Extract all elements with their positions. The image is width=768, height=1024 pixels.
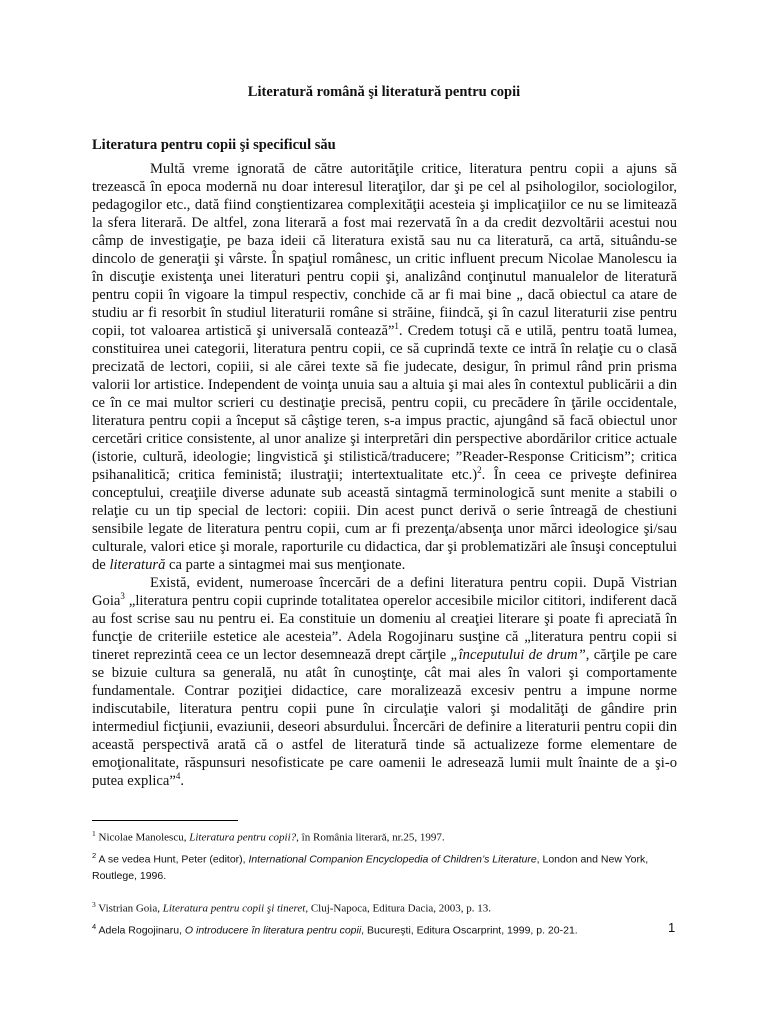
footnote-1: $^1$ Nicolae Manolescu, Literatura pentru copii?, în România literară, nr.25, 1997. [92,829,445,844]
footnote-2: $^2$ A se vedea Hunt, Peter (editor), International Companion Encyclopedia of Children’s Literature, London and New York, Routlege, 1996. [92,850,649,883]
document-title: Literatură română şi literatură pentru copii [247,84,521,100]
footnote-ref[interactable]: 3 [120,591,125,602]
footnote-4: $^4$ Adela Rogojinaru, O introducere în literatura pentru copii, Bucureşti, Editura Oscarprint, 1999, p. 20-21. [92,921,578,937]
footnote-ref[interactable]: 2 [477,465,482,476]
footnote-ref[interactable]: 1 [394,321,399,332]
page-number: 1 [668,920,676,935]
paragraph-2: Există, evident, numeroase încercări de a defini literatura pentru copii. După Vistrian Goia$^3$ „literatura pentru copii cuprinde totalitatea operelor accesibile micilor cititori, indiferent dacă au fost scrise sau nu pentru ei. Ea constituie un domeniu al creaţiei literare şi poate fi apreciată în funcţie de criteriile estetice ale acesteia”. Adela Rogojinaru susţine că „literatura pentru copii si tineret reprezintă ceea ce un lector desemnează drept cărţile „începutului de drum”, cărţile pe care se bizuie cultura sa generală, nu atât în cunoştinţe, cât mai ales în valori şi comportamente fundamentale. Contrar poziţiei didactice, care moralizează excesiv pentru a impune norme indiscutabile, literatura pentru copii pune în circulaţie valori şi modalităţi de gândire prin intermediul ficţiunii, evaziunii, deseori absurdului. Încercări de definire a literaturii pentru copii din această perspectivă arată că o astfel de literatură tinde să actualizeze forme elementare de emoţionalitate, răspunsuri nesofisticate pe care oamenii le adresează lumii mult înainte de a şi-o putea explica”$^4$. [92,575,677,789]
paragraph-1: Multă vreme ignorată de către autorităţile critice, literatura pentru copii a ajuns să trezească în epoca modernă nu doar interesul literaţilor, dar şi pe cel al psihologilor, sociologilor, pedagogilor etc., dată fiind conştientizarea complexităţii acesteia şi implicaţiilor ce nu se limitează la sfera literară. De altfel, zona literară a fost mai rezervată în a da credit dezvoltării acestui nou câmp de investigaţie, pe baza ideii că literatura există sau nu ca literatură, ca artă, situându-se dincolo de generaţii şi vârste. În spaţiul românesc, un critic influent precum Nicolae Manolescu ia în discuţie existenţa unei literaturi pentru copii şi, analizând conţinutul manualelor de literatură pentru copii în vigoare la timpul respectiv, conchide că ar fi mai bine „ dacă obiectul ca atare de studiu ar fi resorbit în studiul literaturii române si străine, fiindcă, şi în cazul literaturii zise pentru copii, tot valoarea artistică şi universală contează”$^1$. Credem totuşi că e utilă, pentru toată lumea, constituirea unei categorii, literatura pentru copii, ce să cuprindă texte ce intră în relaţie cu o clasă precizată de lectori, copiii, si ale cărei texte să fie judecate, desigur, în primul rând prin prisma valorii lor artistice. Independent de voinţa unuia sau a altuia şi mai ales în contextul publicării a din ce în ce mai multor scrieri cu destinaţie precisă, pentru copii, cu precădere în ţările occidentale, literatura pentru copii a început să câştige teren, s-a impus practic, ajungând să facă obiectul unor cercetări critice consistente, al unor analize şi interpretări din perspective abordărilor critice actuale (istorie, cultură, ideologie; lingvistică şi stilistică/traducere; ”Reader-Response Criticism”; critica psihanalitică; critica feministă; ilustraţii; intertextualitate etc.)$^2$. În ceea ce priveşte definirea conceptului, creaţiile diverse adunate sub această sintagmă terminologică sunt menite a stabili o relaţie cu un tip special de lectori: copiii. Din acest punct derivă o serie întreagă de chestiuni sensibile legate de literatura pentru copii, cum ar fi prezenţa/absenţa unor mărci ideologice şi/sau culturale, valori etice şi morale, raporturile cu didactica, dar şi problematizări ale însuşi conceptului de literatură ca parte a sintagmei mai sus menţionate. [92,161,677,573]
footnote-ref[interactable]: 4 [175,771,181,782]
section-heading: Literatura pentru copii şi specificul său [92,137,336,153]
footnote-3: $^3$ Vistrian Goia, Literatura pentru copii şi tineret, Cluj-Napoca, Editura Dacia, 2003, p. 13. [92,900,492,915]
footnote-divider [92,820,238,821]
footnotes [92,825,687,939]
body-text [92,160,677,790]
